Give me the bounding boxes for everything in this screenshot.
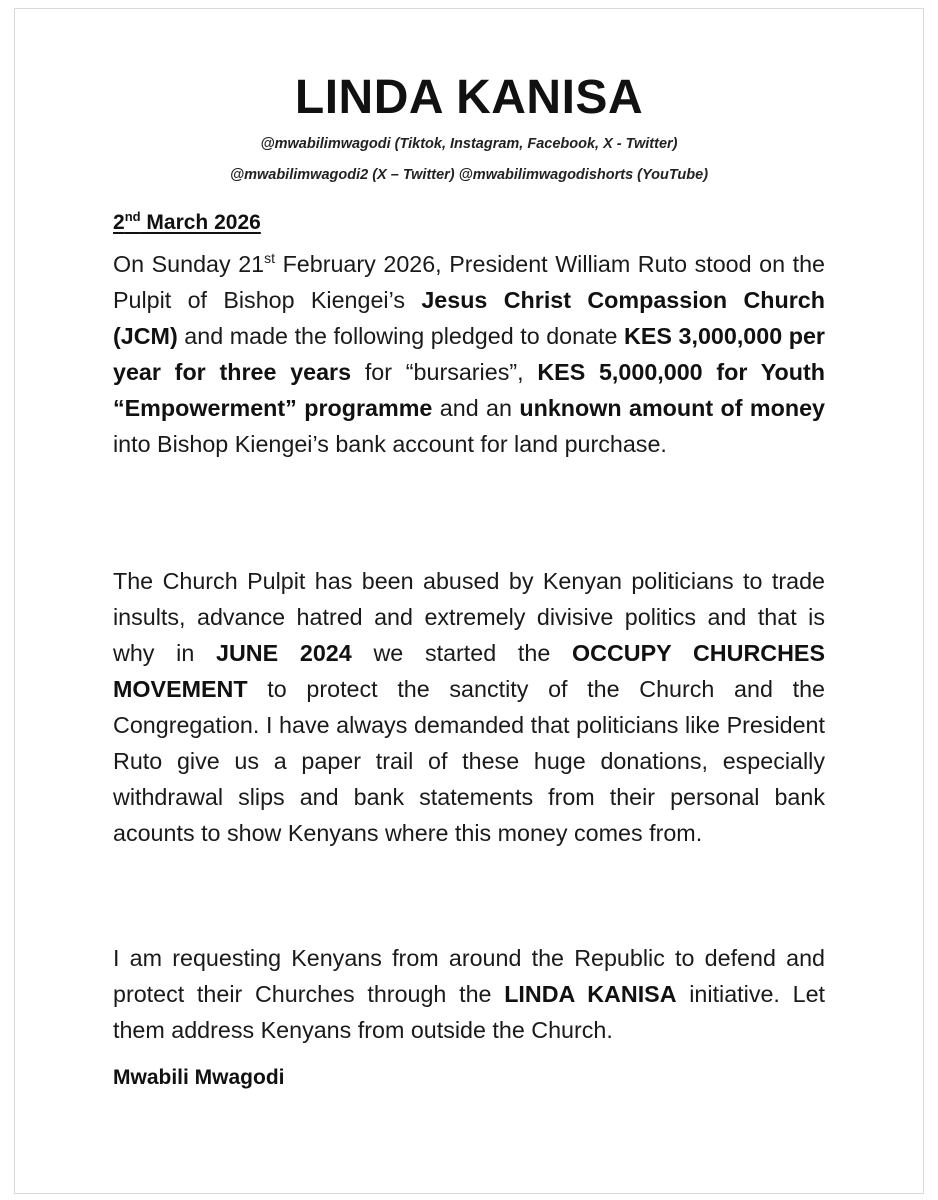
date-suffix: nd bbox=[124, 209, 141, 224]
signature: Mwabili Mwagodi bbox=[113, 1066, 285, 1089]
date-day: 2 bbox=[113, 211, 125, 234]
youth-pledge: KES 5,000,000 for Youth “Empowerment” programme bbox=[113, 359, 825, 421]
paragraph-2: The Church Pulpit has been abused by Kenyan politicians to trade insults, advance hatred and extremely divisive politics and that is why in JUNE 2024 we started the OCCUPY CHURCHES MOVEMENT to protect the sanctity of the Church and the Congregation. I have always demanded that politicians like President Ruto give us a paper trail of these huge donations, especially withdrawal slips and bank statements from their personal bank acounts to show Kenyans where this money comes from. bbox=[113, 568, 825, 846]
social-handles-line-2: @mwabilimwagodi2 (X – Twitter) @mwabilimwagodishorts (YouTube) bbox=[229, 167, 709, 183]
paragraph-3: I am requesting Kenyans from around the Republic to defend and protect their Churches through the LINDA KANISA initiative. Let them address Kenyans from outside the Church. bbox=[113, 945, 825, 1043]
social-handles-line-1: @mwabilimwagodi (Tiktok, Instagram, Facebook, X - Twitter) bbox=[260, 136, 678, 152]
document-date bbox=[113, 203, 261, 237]
bursary-pledge: KES 3,000,000 per year for three years bbox=[113, 323, 825, 385]
document-title: LINDA KANISA bbox=[294, 71, 644, 124]
church-name: Jesus Christ Compassion Church (JCM) bbox=[113, 287, 825, 349]
occupy-churches-movement: OCCUPY CHURCHES MOVEMENT bbox=[113, 640, 825, 702]
date-month-year: March 2026 bbox=[140, 211, 261, 234]
june-2024: JUNE 2024 bbox=[216, 640, 352, 666]
paragraph-1: On Sunday 21st February 2026, President William Ruto stood on the Pulpit of Bishop Kiengei’s Jesus Christ Compassion Church (JCM) and made the following pledged to donate KES 3,000,000 per year for three years for “bursaries”, KES 5,000,000 for Youth “Empowerment” programme and an unknown amount of money into Bishop Kiengei’s bank account for land purchase. bbox=[113, 250, 825, 457]
unknown-amount: unknown amount of money bbox=[519, 395, 825, 421]
linda-kanisa-initiative: LINDA KANISA bbox=[504, 981, 677, 1007]
